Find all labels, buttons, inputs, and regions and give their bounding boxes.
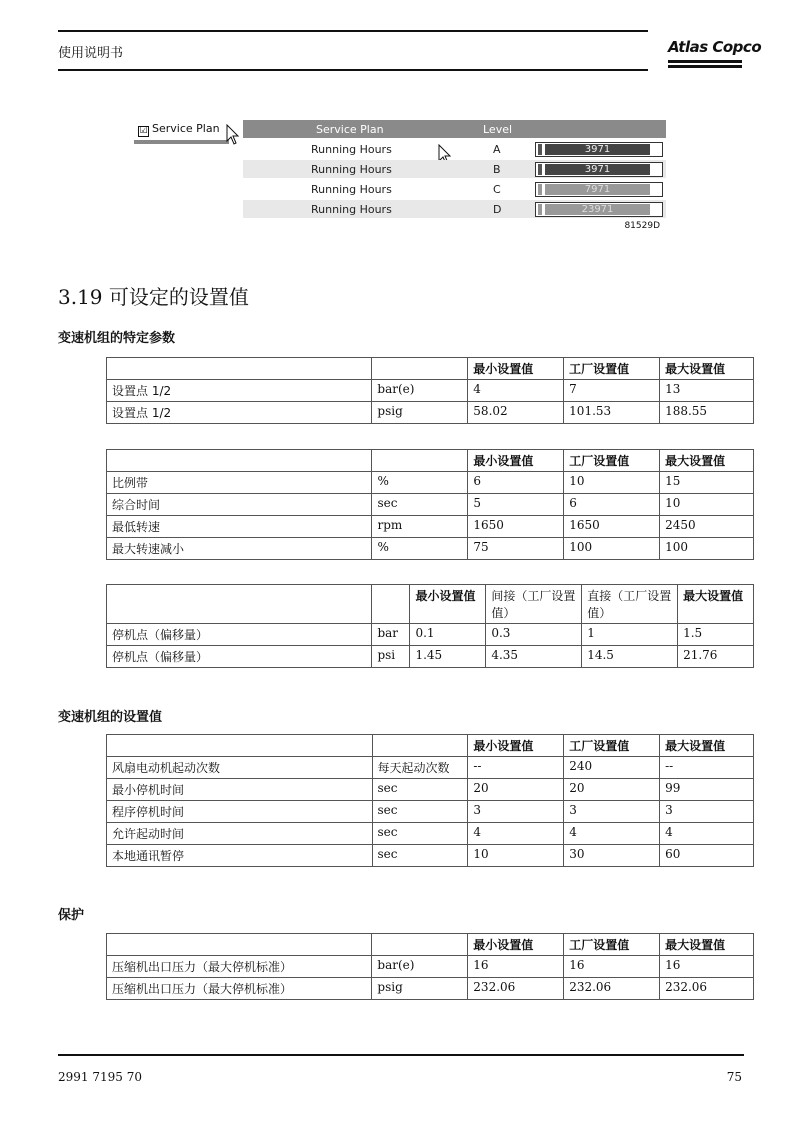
indirect-value: 0.3: [486, 624, 582, 646]
table-vsd-settings: [106, 734, 754, 867]
row-level: B: [493, 163, 501, 176]
col-level: Level: [483, 123, 513, 136]
service-plan-row[interactable]: [243, 140, 666, 158]
unit: sec: [372, 823, 468, 845]
logo-bars: [668, 60, 742, 70]
max-value: 1.5: [678, 624, 754, 646]
header-cell: 工厂设置值: [564, 358, 660, 380]
factory-value: 232.06: [564, 978, 660, 1000]
unit: sec: [372, 779, 468, 801]
min-value: 5: [468, 494, 564, 516]
param-name: 设置点 1/2: [107, 402, 372, 424]
max-value: 100: [660, 538, 754, 560]
max-value: 232.06: [660, 978, 754, 1000]
section-title: 3.19 可设定的设置值: [58, 285, 249, 309]
atlas-copco-logo: Atlas Copco: [668, 38, 762, 56]
header-rule-top: [58, 30, 648, 32]
row-label: Running Hours: [311, 183, 392, 196]
factory-value: 3: [564, 801, 660, 823]
param-name: 最低转速: [107, 516, 372, 538]
min-value: 0.1: [410, 624, 486, 646]
hours-value: 7971: [545, 184, 650, 195]
subheading-vsd-settings: 变速机组的设置值: [58, 710, 163, 725]
param-name: 本地通讯暂停: [107, 845, 373, 867]
header-cell: [107, 585, 372, 624]
table-row: [107, 779, 754, 801]
min-value: 232.06: [468, 978, 564, 1000]
header-cell: 最大设置值: [660, 934, 754, 956]
footer-rule: [58, 1054, 744, 1056]
factory-value: 20: [564, 779, 660, 801]
param-name: 停机点（偏移量）: [107, 624, 372, 646]
hours-value: 3971: [545, 144, 650, 155]
min-value: 4: [468, 823, 564, 845]
hours-value: 3971: [545, 164, 650, 175]
service-plan-header: [243, 120, 666, 138]
param-name: 最大转速减小: [107, 538, 372, 560]
min-value: 4: [468, 380, 564, 402]
subheading-vsd-params: 变速机组的特定参数: [58, 331, 176, 346]
max-value: 4: [660, 823, 754, 845]
figure-code: 81529D: [624, 221, 660, 231]
header-cell: 最大设置值: [660, 358, 754, 380]
min-value: 1.45: [410, 646, 486, 668]
hours-value: 23971: [545, 204, 650, 215]
service-plan-row[interactable]: [243, 200, 666, 218]
table-row: [107, 801, 754, 823]
table-header-row: [107, 450, 754, 472]
table-row: [107, 646, 754, 668]
checkbox-underline: [134, 140, 229, 144]
subheading-protection: 保护: [58, 908, 85, 923]
table-header-row: [107, 934, 754, 956]
hours-bar: [535, 202, 663, 217]
min-value: 16: [468, 956, 564, 978]
table-row: [107, 380, 754, 402]
min-value: 10: [468, 845, 564, 867]
table-row: [107, 516, 754, 538]
table-row: [107, 845, 754, 867]
header-cell: 最小设置值: [468, 934, 564, 956]
header-cell: 工厂设置值: [564, 450, 660, 472]
cursor-icon: [226, 124, 240, 146]
unit: 每天起动次数: [372, 757, 468, 779]
min-value: 58.02: [468, 402, 564, 424]
table-row: [107, 956, 754, 978]
factory-value: 7: [564, 380, 660, 402]
table-header-row: [107, 585, 754, 624]
hours-bar: [535, 162, 663, 177]
header-cell: 最小设置值: [468, 450, 564, 472]
min-value: 20: [468, 779, 564, 801]
unit: psig: [372, 402, 468, 424]
header-cell: 工厂设置值: [564, 934, 660, 956]
max-value: 99: [660, 779, 754, 801]
header-cell: [107, 450, 372, 472]
header-cell: [372, 450, 468, 472]
direct-value: 1: [582, 624, 678, 646]
max-value: 13: [660, 380, 754, 402]
param-name: 比例带: [107, 472, 372, 494]
row-level: D: [493, 203, 502, 216]
header-rule-bottom: [58, 69, 648, 71]
min-value: 6: [468, 472, 564, 494]
header-cell: [107, 735, 373, 757]
header-cell: 工厂设置值: [564, 735, 660, 757]
param-name: 风扇电动机起动次数: [107, 757, 373, 779]
unit: sec: [372, 801, 468, 823]
max-value: 10: [660, 494, 754, 516]
factory-value: 4: [564, 823, 660, 845]
max-value: 16: [660, 956, 754, 978]
table-header-row: [107, 358, 754, 380]
max-value: --: [660, 757, 754, 779]
max-value: 2450: [660, 516, 754, 538]
factory-value: 101.53: [564, 402, 660, 424]
unit: psi: [372, 646, 410, 668]
header-cell: 最大设置值: [678, 585, 754, 624]
header-cell: [372, 585, 410, 624]
table-protection: [106, 933, 754, 1000]
param-name: 压缩机出口压力（最大停机标准）: [107, 978, 372, 1000]
col-service-plan: Service Plan: [316, 123, 384, 136]
header-cell: [372, 934, 468, 956]
table-setpoint: [106, 357, 754, 424]
header-cell: 最大设置值: [660, 450, 754, 472]
header-cell: [107, 934, 372, 956]
unit: %: [372, 472, 468, 494]
factory-value: 16: [564, 956, 660, 978]
param-name: 最小停机时间: [107, 779, 373, 801]
param-name: 设置点 1/2: [107, 380, 372, 402]
table-stop-point: [106, 584, 754, 668]
table-row: [107, 538, 754, 560]
table-row: [107, 494, 754, 516]
param-name: 程序停机时间: [107, 801, 373, 823]
row-level: A: [493, 143, 501, 156]
min-value: 1650: [468, 516, 564, 538]
min-value: 3: [468, 801, 564, 823]
table-header-row: [107, 735, 754, 757]
min-value: --: [468, 757, 564, 779]
unit: %: [372, 538, 468, 560]
table-row: [107, 624, 754, 646]
param-name: 停机点（偏移量）: [107, 646, 372, 668]
header-cell: 直接（工厂设置值）: [582, 585, 678, 624]
checkbox-mark: ☑: [139, 126, 148, 136]
factory-value: 1650: [564, 516, 660, 538]
service-plan-checkbox[interactable]: [138, 122, 220, 137]
table-row: [107, 757, 754, 779]
table-row: [107, 472, 754, 494]
unit: bar(e): [372, 956, 468, 978]
header-cell: 最大设置值: [660, 735, 754, 757]
max-value: 15: [660, 472, 754, 494]
service-plan-row[interactable]: [243, 160, 666, 178]
unit: bar(e): [372, 380, 468, 402]
checkbox-label: Service Plan: [152, 122, 220, 135]
page-number: 75: [726, 1070, 742, 1084]
unit: bar: [372, 624, 410, 646]
header-cell: 最小设置值: [468, 358, 564, 380]
service-plan-row[interactable]: [243, 180, 666, 198]
doc-number: 2991 7195 70: [58, 1070, 142, 1084]
unit: psig: [372, 978, 468, 1000]
row-label: Running Hours: [311, 163, 392, 176]
table-row: [107, 402, 754, 424]
service-plan-figure: [130, 118, 670, 236]
unit: rpm: [372, 516, 468, 538]
factory-value: 240: [564, 757, 660, 779]
header-cell: 最小设置值: [410, 585, 486, 624]
param-name: 综合时间: [107, 494, 372, 516]
row-label: Running Hours: [311, 203, 392, 216]
unit: sec: [372, 845, 468, 867]
max-value: 188.55: [660, 402, 754, 424]
unit: sec: [372, 494, 468, 516]
header-title: 使用说明书: [58, 46, 124, 61]
header-cell: 最小设置值: [468, 735, 564, 757]
hours-bar: [535, 182, 663, 197]
min-value: 75: [468, 538, 564, 560]
max-value: 3: [660, 801, 754, 823]
param-name: 允许起动时间: [107, 823, 373, 845]
factory-value: 30: [564, 845, 660, 867]
row-level: C: [493, 183, 501, 196]
header-cell: [372, 358, 468, 380]
hours-bar: [535, 142, 663, 157]
max-value: 60: [660, 845, 754, 867]
header-cell: [372, 735, 468, 757]
header-cell: [107, 358, 372, 380]
row-label: Running Hours: [311, 143, 392, 156]
header-cell: 间接（工厂设置值）: [486, 585, 582, 624]
table-row: [107, 978, 754, 1000]
factory-value: 10: [564, 472, 660, 494]
table-regulation: [106, 449, 754, 560]
direct-value: 14.5: [582, 646, 678, 668]
max-value: 21.76: [678, 646, 754, 668]
factory-value: 6: [564, 494, 660, 516]
indirect-value: 4.35: [486, 646, 582, 668]
param-name: 压缩机出口压力（最大停机标准）: [107, 956, 372, 978]
table-row: [107, 823, 754, 845]
factory-value: 100: [564, 538, 660, 560]
